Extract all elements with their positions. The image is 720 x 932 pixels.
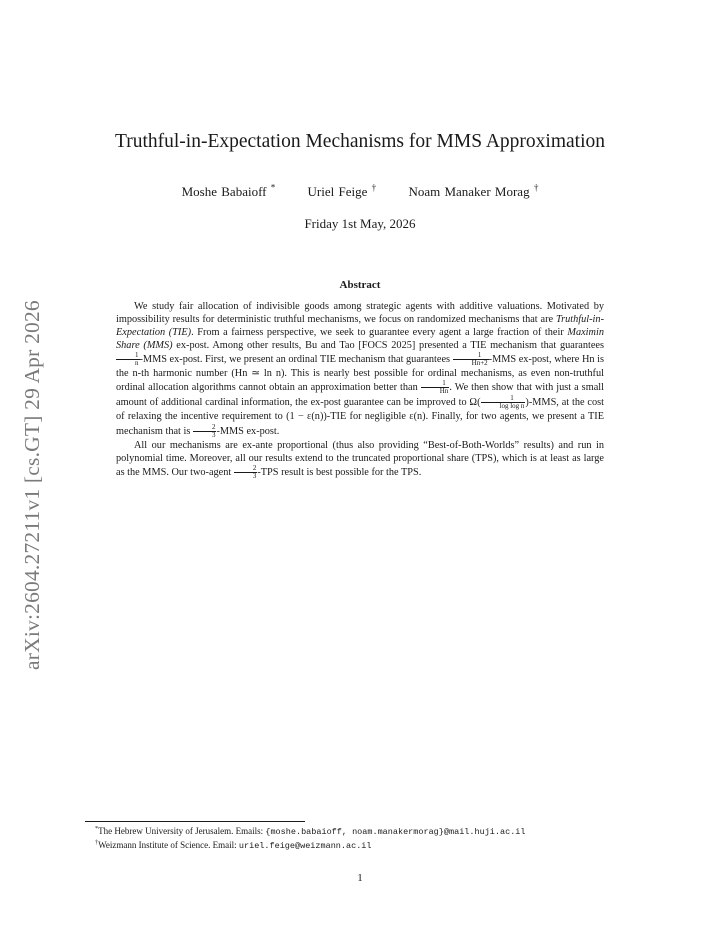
arxiv-watermark: arXiv:2604.27211v1 [cs.GT] 29 Apr 2026 xyxy=(20,300,44,670)
abstract-text: -MMS ex-post. xyxy=(216,425,280,437)
abstract-emphasis: Truthful-in-Expectation (TIE) xyxy=(116,314,604,339)
abstract-text: )-MMS, at the cost of relaxing the incentive requirement to (1 − ε(n))-TIE for negligible ε(n). Finally, for two agents, we present a TIE mechanism that is xyxy=(116,397,604,437)
author-2 xyxy=(308,184,377,200)
fraction xyxy=(453,352,489,367)
footnote-text: The Hebrew University of Jerusalem. Emails: xyxy=(98,826,266,836)
fraction xyxy=(116,352,140,367)
abstract-paragraph-2 xyxy=(116,439,604,480)
author-list xyxy=(0,184,720,200)
fraction-numerator: 1 xyxy=(453,352,489,360)
paper-date: Friday 1st May, 2026 xyxy=(304,216,416,231)
footnote-email[interactable]: uriel.feige@weizmann.ac.il xyxy=(238,841,372,851)
footnotes xyxy=(95,825,655,853)
fraction xyxy=(421,380,450,395)
author-name: Uriel Feige xyxy=(307,184,368,199)
fraction-denominator: log log n xyxy=(499,402,525,411)
footnote-text: Weizmann Institute of Science. Email: xyxy=(98,840,239,850)
footnote-2 xyxy=(95,839,655,853)
author-3 xyxy=(408,184,538,200)
author-affil-mark: † xyxy=(533,182,539,193)
abstract-text: . We then show that with just a small amount of additional cardinal information, the ex-post guarantee can be improved to Ω( xyxy=(116,382,604,409)
author-affil-mark: † xyxy=(371,182,377,193)
fraction-denominator: 3 xyxy=(211,430,216,439)
page-number: 1 xyxy=(357,872,363,884)
abstract-text: We study fair allocation of indivisible goods among strategic agents with additive valuations. Motivated by impossibility results for deterministic truthful mechanisms, we focus on randomized mechanisms that are xyxy=(116,301,604,326)
fraction-numerator: 1 xyxy=(421,380,450,388)
fraction xyxy=(234,465,258,480)
footnote-1 xyxy=(95,825,655,839)
abstract-emphasis: Maximin Share (MMS) xyxy=(116,327,604,352)
fraction xyxy=(481,395,526,410)
abstract-text: . From a fairness perspective, we seek to guarantee every agent a large fraction of their xyxy=(191,327,568,339)
fraction-numerator: 1 xyxy=(116,352,140,360)
fraction-denominator: Hn xyxy=(439,387,449,396)
abstract-text: -MMS ex-post. First, we present an ordinal TIE mechanism that guarantees xyxy=(139,354,453,366)
abstract-text: All our mechanisms are ex-ante proportional (thus also providing “Best-of-Both-Worlds” results) and run in polynomial time. Moreover, all our results extend to the truncated proportional share (TPS), which is at least as large as the MMS. Our two-agent xyxy=(116,439,604,478)
author-affil-mark: * xyxy=(270,182,276,193)
abstract-text: -TPS result is best possible for the TPS. xyxy=(257,466,422,478)
fraction xyxy=(193,424,217,439)
fraction-numerator: 2 xyxy=(193,424,217,432)
fraction-numerator: 2 xyxy=(234,465,258,473)
abstract-heading: Abstract xyxy=(339,279,381,291)
author-1 xyxy=(182,184,276,200)
paper-title: Truthful-in-Expectation Mechanisms for MMS Approximation xyxy=(115,131,605,152)
footnote-mark: * xyxy=(95,825,99,832)
abstract-paragraph-1 xyxy=(116,300,604,439)
author-name: Moshe Babaioff xyxy=(181,184,267,199)
footnote-mark: † xyxy=(95,839,99,846)
abstract-body xyxy=(116,300,604,480)
author-name: Noam Manaker Morag xyxy=(408,184,530,199)
abstract-text: -MMS ex-post, where Hn is the n-th harmonic number (Hn ≃ ln n). This is nearly best possible for ordinal mechanisms, as even non-truthful ordinal allocation algorithms cannot obtain an approximation better than xyxy=(116,354,604,394)
footnote-rule xyxy=(85,821,305,822)
footnote-email[interactable]: {moshe.babaioff, noam.manakermorag}@mail.huji.ac.il xyxy=(265,827,526,837)
fraction-denominator: Hn+2 xyxy=(471,359,488,368)
fraction-denominator: n xyxy=(135,359,139,368)
fraction-numerator: 1 xyxy=(481,395,526,403)
fraction-denominator: 3 xyxy=(252,471,257,480)
abstract-text: ex-post. Among other results, Bu and Tao [FOCS 2025] presented a TIE mechanism that guarantees xyxy=(172,340,604,352)
